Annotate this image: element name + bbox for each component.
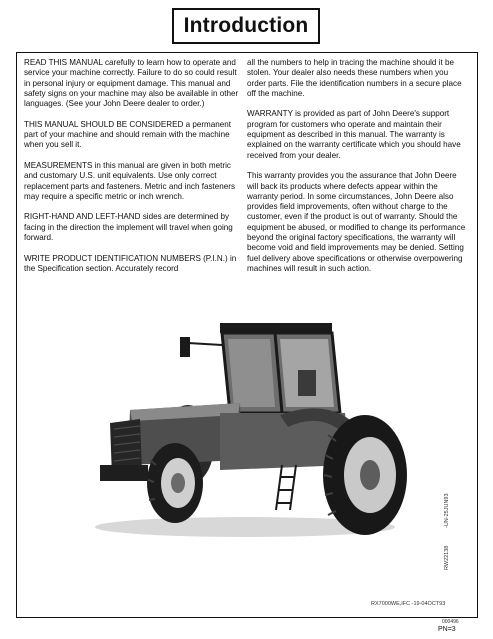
footer-date: 000496 bbox=[442, 619, 459, 625]
image-code: RW22138 bbox=[444, 545, 450, 570]
right-column bbox=[247, 58, 469, 285]
page-number: PN=3 bbox=[438, 626, 456, 633]
paragraph-warranty: WARRANTY is provided as part of John Deere's support program for customers who operate and maintain their equipment as described in this manual. The warranty is explained on the warranty certificate which you should have received from your dealer. bbox=[247, 109, 461, 160]
paragraph-warranty-assurance: This warranty provides you the assurance that John Deere will back its products where defects appear within the warranty period. In some circumstances, John Deere also provides field improvements, often without charge to the customer, even if the product is out of warranty. Should the equipment be abused, or modified to change its performance beyond the original factory specifications, the warranty will become void and field improvements may be denied. Setting fuel delivery above specifications or otherwise overpowering machines will result in such action. bbox=[247, 171, 466, 273]
paragraph-sides: RIGHT-HAND AND LEFT-HAND sides are determined by facing in the direction the implement will travel when going forward. bbox=[24, 212, 233, 243]
title-box bbox=[172, 8, 320, 44]
paragraph-permanent-part: THIS MANUAL SHOULD BE CONSIDERED a permanent part of your machine and should remain with the machine when you sell it. bbox=[24, 119, 232, 150]
image-reference: -UN-25JUN93 bbox=[444, 493, 450, 528]
paragraph-read-manual: READ THIS MANUAL carefully to learn how to operate and service your machine correctly. Failure to do so could result in personal injury or equipment damage. This manual and safety signs on your machine may also be available in other languages. (See your John Deere dealer to order.) bbox=[24, 58, 239, 109]
page-title: Introduction bbox=[183, 14, 309, 37]
left-column bbox=[24, 58, 239, 285]
paragraph-pin: WRITE PRODUCT IDENTIFICATION NUMBERS (P.I.N.) in the Specification section. Accurately record bbox=[24, 253, 237, 273]
paragraph-measurements: MEASUREMENTS in this manual are given in both metric and customary U.S. unit equivalents. Use only correct replacement parts and fasteners. Metric and inch fasteners may require a specific metric or inch wrench. bbox=[24, 160, 235, 201]
footer-code: RX7000WE,IFC -19-04OCT93 bbox=[371, 601, 446, 607]
tractor-photo bbox=[70, 315, 423, 544]
tractor-illustration bbox=[70, 315, 423, 544]
paragraph-record-numbers: all the numbers to help in tracing the machine should it be stolen. Your dealer also needs these numbers when you order parts. File the identification numbers in a secure place off the machine. bbox=[247, 58, 462, 98]
